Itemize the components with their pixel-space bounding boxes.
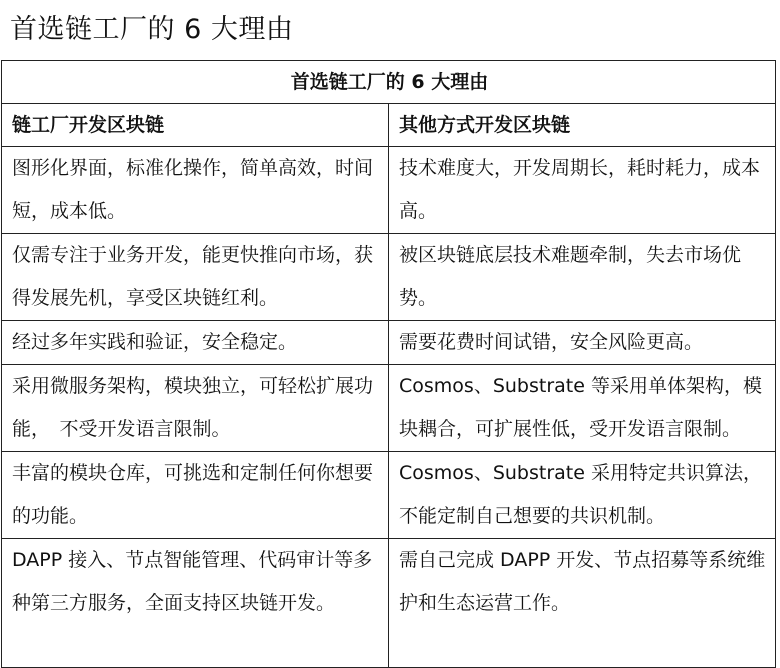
table-row bbox=[2, 365, 776, 452]
table-cell: 需要花费时间试错，安全风险更高。 bbox=[389, 321, 776, 365]
page-title: 首选链工厂的 6 大理由 bbox=[10, 14, 294, 45]
table-row bbox=[2, 321, 776, 365]
table-cell: Cosmos、Substrate 等采用单体架构，模块耦合，可扩展性低，受开发语言限制。 bbox=[389, 365, 776, 452]
table-cell: 采用微服务架构，模块独立，可轻松扩展功能， 不受开发语言限制。 bbox=[2, 365, 389, 452]
table-cell: 图形化界面，标准化操作，简单高效，时间短，成本低。 bbox=[2, 147, 389, 234]
table-cell: 丰富的模块仓库，可挑选和定制任何你想要的功能。 bbox=[2, 452, 389, 539]
table-cell: DAPP 接入、节点智能管理、代码审计等多种第三方服务，全面支持区块链开发。 bbox=[2, 539, 389, 668]
table-cell: 被区块链底层技术难题牵制，失去市场优势。 bbox=[389, 234, 776, 321]
table-cell: 经过多年实践和验证，安全稳定。 bbox=[2, 321, 389, 365]
table-caption-row bbox=[2, 61, 776, 104]
column-header-chain-factory: 链工厂开发区块链 bbox=[2, 104, 389, 147]
table-header-row bbox=[2, 104, 776, 147]
table-cell: 需自己完成 DAPP 开发、节点招募等系统维护和生态运营工作。 bbox=[389, 539, 776, 668]
table-row bbox=[2, 147, 776, 234]
table-cell: 仅需专注于业务开发，能更快推向市场，获得发展先机，享受区块链红利。 bbox=[2, 234, 389, 321]
table-row bbox=[2, 539, 776, 668]
column-header-other-methods: 其他方式开发区块链 bbox=[389, 104, 776, 147]
table-caption: 首选链工厂的 6 大理由 bbox=[2, 61, 776, 104]
table-row bbox=[2, 452, 776, 539]
table-cell: 技术难度大，开发周期长，耗时耗力，成本高。 bbox=[389, 147, 776, 234]
table-cell: Cosmos、Substrate 采用特定共识算法，不能定制自己想要的共识机制。 bbox=[389, 452, 776, 539]
comparison-table bbox=[1, 60, 776, 668]
table-row bbox=[2, 234, 776, 321]
